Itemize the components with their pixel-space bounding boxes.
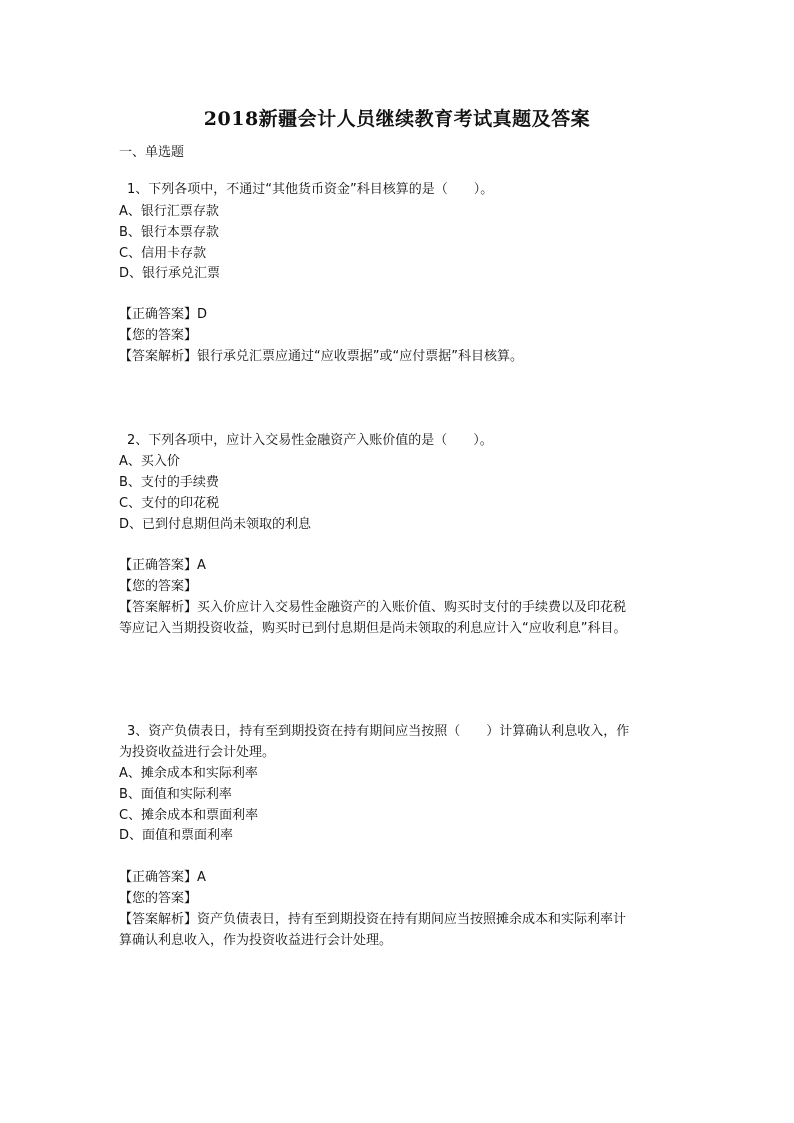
question-1-option-b: B、银行本票存款	[119, 225, 219, 240]
question-2-option-a: A、买入价	[119, 454, 180, 469]
question-2-your-answer: 【您的答案】	[119, 579, 198, 594]
correct-answer-value: A	[197, 870, 206, 885]
question-3-analysis-line-1	[119, 910, 626, 930]
question-3-stem-line-2: 为投资收益进行会计处理。	[119, 745, 276, 760]
question-1-option-a: A、银行汇票存款	[119, 204, 219, 219]
question-2-analysis-line-2: 等应记入当期投资收益，购买时已到付息期但是尚未领取的利息应计入“应收利息”科目。	[119, 621, 627, 636]
question-1-correct-answer	[119, 305, 207, 325]
analysis-label: 【答案解析】	[119, 912, 198, 927]
question-1-your-answer: 【您的答案】	[119, 328, 198, 343]
question-1-option-d: D、银行承兑汇票	[119, 266, 221, 281]
question-2-option-c: C、支付的印花税	[119, 496, 220, 511]
question-3-stem-line-1: 3、资产负债表日，持有至到期投资在持有期间应当按照（ ）计算确认利息收入，作	[127, 724, 630, 739]
correct-answer-label: 【正确答案】	[119, 307, 198, 322]
question-3-option-c: C、摊余成本和票面利率	[119, 808, 259, 823]
question-2-option-d: D、已到付息期但尚未领取的利息	[119, 517, 312, 532]
question-3-option-d: D、面值和票面利率	[119, 828, 234, 843]
question-2-analysis-line-1	[119, 598, 626, 618]
question-3-option-b: B、面值和实际利率	[119, 787, 232, 802]
question-3-correct-answer	[119, 868, 206, 888]
question-3-your-answer: 【您的答案】	[119, 891, 198, 906]
question-3-analysis-line-2: 算确认利息收入，作为投资收益进行会计处理。	[119, 933, 393, 948]
section-heading: 一、单选题	[119, 145, 185, 160]
analysis-label: 【答案解析】	[119, 349, 198, 364]
analysis-text: 买入价应计入交易性金融资产的入账价值、购买时支付的手续费以及印花税	[197, 600, 627, 615]
question-2-correct-answer	[119, 556, 206, 576]
question-1-analysis	[119, 347, 523, 367]
analysis-text: 资产负债表日，持有至到期投资在持有期间应当按照摊余成本和实际利率计	[197, 912, 627, 927]
question-1-option-c: C、信用卡存款	[119, 246, 207, 261]
analysis-text: 银行承兑汇票应通过“应收票据”或“应付票据”科目核算。	[197, 349, 523, 364]
question-3-option-a: A、摊余成本和实际利率	[119, 766, 258, 781]
correct-answer-label: 【正确答案】	[119, 870, 198, 885]
analysis-label: 【答案解析】	[119, 600, 198, 615]
question-2-option-b: B、支付的手续费	[119, 475, 219, 490]
question-1-stem: 1、下列各项中，不通过“其他货币资金”科目核算的是（ ）。	[127, 182, 494, 197]
document-title: 2018新疆会计人员继续教育考试真题及答案	[203, 108, 591, 130]
correct-answer-value: A	[197, 558, 206, 573]
correct-answer-value: D	[197, 307, 208, 322]
correct-answer-label: 【正确答案】	[119, 558, 198, 573]
question-2-stem: 2、下列各项中，应计入交易性金融资产入账价值的是（ ）。	[127, 433, 493, 448]
